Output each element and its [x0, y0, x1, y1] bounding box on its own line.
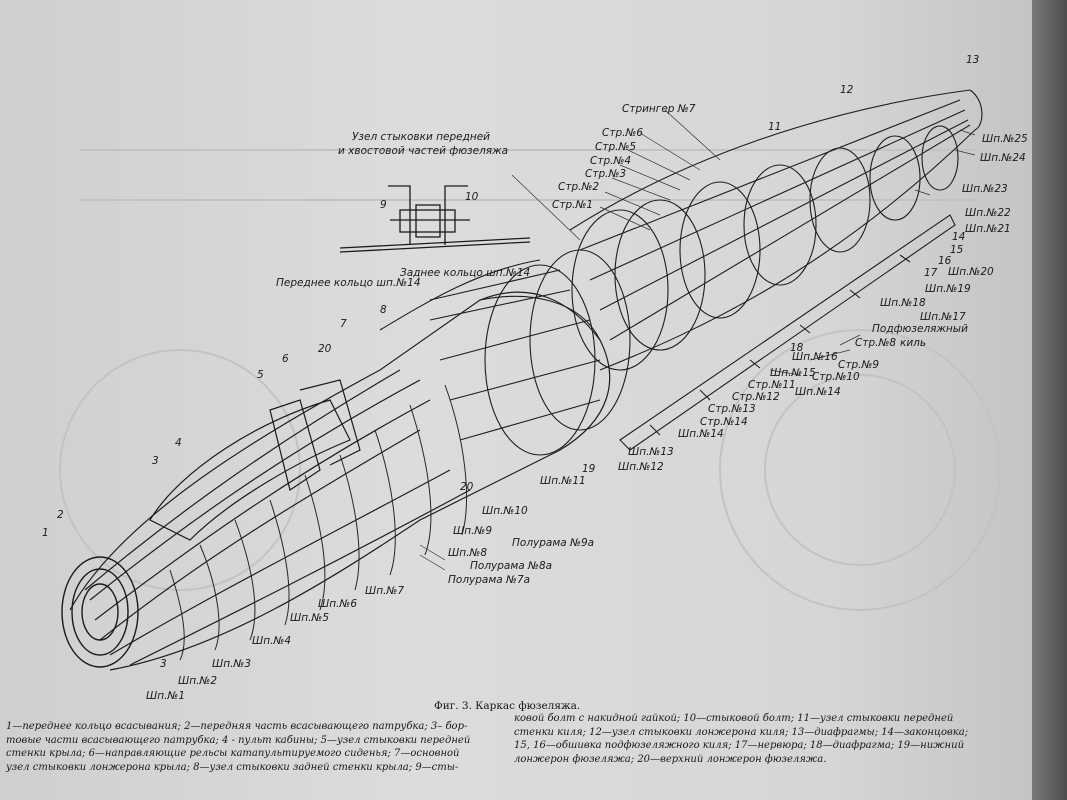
- label-shp15: Шп.№15: [770, 367, 816, 379]
- intake-ring: [62, 557, 138, 667]
- label-shp7: Шп.№7: [365, 585, 405, 597]
- label-str11: Стр.№11: [748, 379, 796, 391]
- callout-20: 20: [318, 343, 332, 355]
- label-shp16: Шп.№16: [792, 351, 838, 363]
- label-str1: Стр.№1: [552, 199, 594, 211]
- label-shp3: Шп.№3: [212, 658, 252, 670]
- label-shp13: Шп.№13: [628, 446, 674, 458]
- figure-caption: Фиг. 3. Каркас фюзеляжа.: [434, 700, 581, 712]
- label-str10: Стр.№10: [812, 371, 860, 383]
- legend-right-line: лонжерон фюзеляжа; 20—верхний лонжерон фюзеляжа.: [514, 753, 827, 765]
- label-shp19: Шп.№19: [925, 283, 971, 295]
- label-shp24: Шп.№24: [980, 152, 1026, 164]
- front-ring-label: Переднее кольцо шп.№14: [276, 277, 421, 289]
- callout-12: 12: [840, 84, 854, 96]
- label-shp8: Шп.№8: [448, 547, 488, 559]
- label-shp2: Шп.№2: [178, 675, 218, 687]
- legend-right: [514, 712, 968, 766]
- label-shp1: Шп.№1: [146, 690, 186, 702]
- callout-8: 8: [380, 304, 387, 316]
- label-shp10: Шп.№10: [482, 505, 528, 517]
- label-semi9a: Полурама №9а: [512, 537, 595, 549]
- label-shp4: Шп.№4: [252, 635, 292, 647]
- label-shp22: Шп.№22: [965, 207, 1011, 219]
- label-shp25: Шп.№25: [982, 133, 1028, 145]
- legend-right-line: стенки киля; 12—узел стыковки лонжерона киля; 13—диафрагмы; 14—законцовка;: [514, 726, 969, 738]
- callout-4: 4: [175, 437, 182, 449]
- label-str2: Стр.№2: [558, 181, 600, 193]
- cockpit: [150, 380, 360, 540]
- label-shp6: Шп.№6: [318, 598, 358, 610]
- label-shp14-right: Шп.№14: [795, 386, 841, 398]
- callout-14: 14: [952, 231, 966, 243]
- label-str12: Стр.№12: [732, 391, 780, 403]
- detail-title-2: и хвостовой частей фюзеляжа: [338, 145, 509, 157]
- label-shp5: Шп.№5: [290, 612, 330, 624]
- callout-3b: 3: [160, 658, 167, 670]
- label-semi7a: Полурама №7а: [448, 574, 531, 586]
- callout-3: 3: [152, 455, 159, 467]
- label-shp20: Шп.№20: [948, 266, 994, 278]
- label-stringer7: Стрингер №7: [622, 103, 696, 115]
- label-keel1: Подфюзеляжный: [872, 323, 968, 335]
- detail-title-1: Узел стыковки передней: [352, 131, 490, 143]
- callout-15: 15: [950, 244, 964, 256]
- legend-left-line: стенки крыла; 6—направляющие рельсы катапультируемого сиденья; 7—основной: [6, 748, 460, 759]
- label-str4: Стр.№4: [590, 155, 632, 167]
- label-shp23: Шп.№23: [962, 183, 1008, 195]
- label-semi8a: Полурама №8а: [470, 560, 553, 572]
- front-fuselage-section: [70, 292, 610, 670]
- detail-callout-10: 10: [465, 191, 479, 203]
- legend-right-line: 15, 16—обшивка подфюзеляжного киля; 17—нервюра; 18—диафрагма; 19—нижний: [514, 740, 965, 751]
- legend-left: [6, 720, 470, 774]
- label-shp17: Шп.№17: [920, 311, 966, 323]
- callout-7: 7: [340, 318, 347, 330]
- callout-1: 1: [42, 527, 49, 539]
- rear-ring-label: Заднее кольцо шп.№14: [400, 267, 531, 279]
- joint-detail-inset: [340, 186, 530, 252]
- callout-16: 16: [938, 255, 952, 267]
- callout-20b: 20: [460, 481, 474, 493]
- callout-18: 18: [790, 342, 804, 354]
- legend-left-line: 1—переднее кольцо всасывания; 2—передняя часть всасывающего патрубка; 3– бор-: [6, 721, 468, 732]
- label-str8: Стр.№8: [855, 337, 897, 349]
- label-shp18: Шп.№18: [880, 297, 926, 309]
- label-shp12: Шп.№12: [618, 461, 664, 473]
- label-keel2: киль: [900, 337, 927, 349]
- legend-left-line: товые части всасывающего патрубка; 4 - пульт кабины; 5—узел стыковки передней: [6, 734, 471, 746]
- legend-left-line: узел стыковки лонжерона крыла; 8—узел стыковки задней стенки крыла; 9—сты-: [6, 761, 459, 773]
- callout-2: 2: [57, 509, 64, 521]
- label-shp21: Шп.№21: [965, 223, 1011, 235]
- label-str13: Стр.№13: [708, 403, 756, 415]
- callout-5: 5: [257, 369, 264, 381]
- label-shp14: Шп.№14: [678, 428, 724, 440]
- legend-right-line: ковой болт с накидной гайкой; 10—стыковой болт; 11—узел стыковки передней: [514, 713, 954, 724]
- callout-13: 13: [966, 54, 980, 66]
- detail-callout-9: 9: [380, 199, 387, 211]
- label-str6: Стр.№6: [602, 127, 644, 139]
- label-shp11: Шп.№11: [540, 475, 586, 487]
- label-str3: Стр.№3: [585, 168, 627, 180]
- callout-17: 17: [924, 267, 938, 279]
- label-str5: Стр.№5: [595, 141, 637, 153]
- label-shp9: Шп.№9: [453, 525, 493, 537]
- callout-11: 11: [768, 121, 782, 133]
- callout-19: 19: [582, 463, 596, 475]
- page-edge-shadow: [1032, 0, 1067, 800]
- callout-6: 6: [282, 353, 289, 365]
- label-str14: Стр.№14: [700, 416, 748, 428]
- label-str9: Стр.№9: [838, 359, 880, 371]
